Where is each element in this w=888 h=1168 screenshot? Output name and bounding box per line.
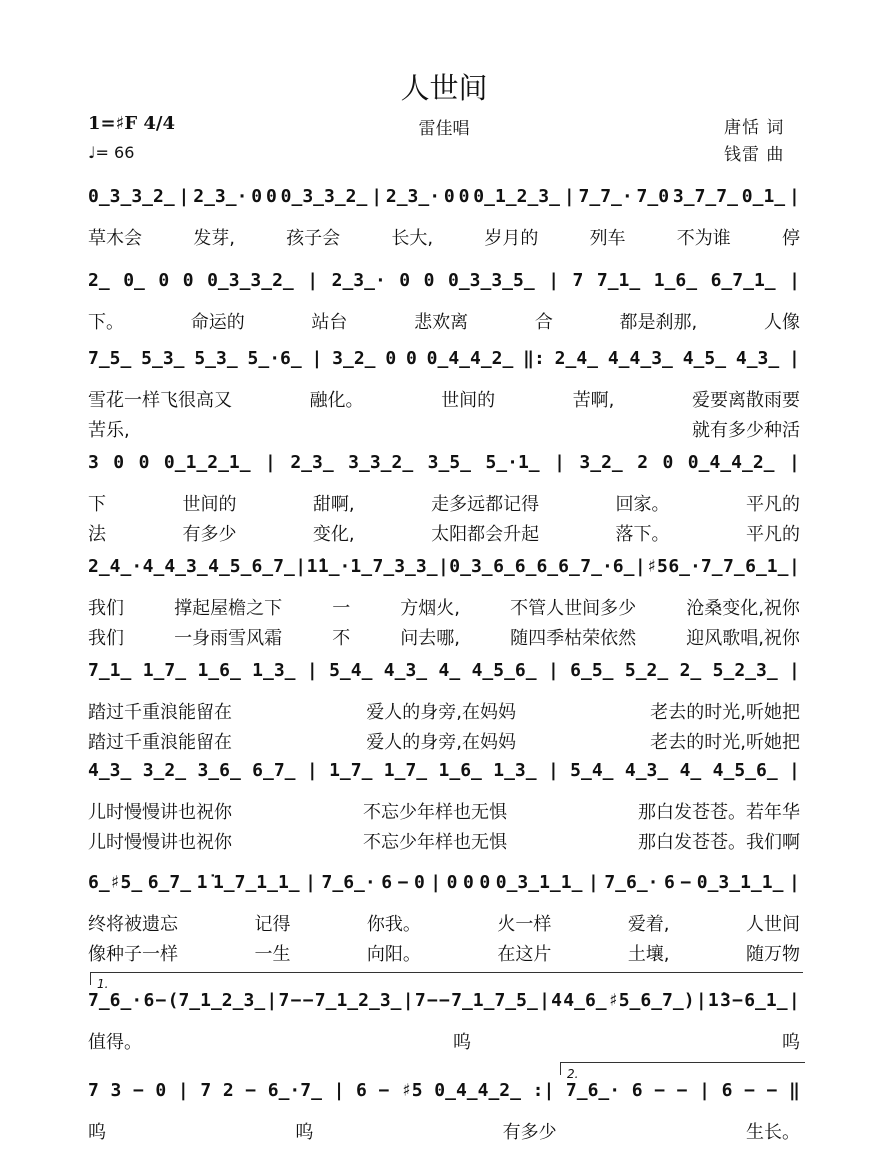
lyric-word: 下。 [88, 312, 124, 333]
note: − [397, 872, 409, 893]
barline: | [788, 990, 800, 1011]
note: 2̲3̲· [385, 186, 441, 207]
barline: | [547, 660, 559, 681]
note: 3̲2̲ [142, 760, 187, 781]
barline: | [699, 1080, 710, 1101]
lyric-word: 那白发苍苍。若年华 [638, 802, 800, 823]
note: 5̲3̲ [194, 348, 238, 369]
lyric-word: 呜 [782, 1032, 800, 1053]
lyric-line [88, 798, 800, 824]
barline: | [307, 270, 319, 291]
barline: | [587, 872, 599, 893]
lyric-word: 撑起屋檐之下 [174, 598, 283, 619]
note: 4̲4̲3̲ [142, 556, 208, 577]
lyric-word: 爱人的身旁,在妈妈 [366, 732, 516, 753]
lyric-word: 像种子一样 [88, 944, 178, 965]
note: 0 [423, 270, 435, 291]
notation-line [88, 452, 800, 473]
lyric-word: 呜 [88, 1122, 106, 1143]
note: 5̲3̲ [141, 348, 185, 369]
lyric-word: 苦乐, [88, 420, 130, 441]
note: 0̲4̲4̲2̲ [434, 1080, 521, 1101]
lyric-word: 世间的 [182, 494, 237, 515]
lyric-line [88, 594, 800, 620]
barline: | [695, 990, 707, 1011]
note: 4̲ [438, 660, 461, 681]
lyric-word: 不为谁 [676, 228, 731, 249]
lyric-word: 列车 [589, 228, 626, 249]
note: 0̲3̲ [449, 556, 493, 577]
note: 6̲·7̲ [267, 1080, 322, 1101]
lyric-word: 平凡的 [746, 494, 800, 515]
composer-credit: 钱雷 曲 [724, 145, 785, 165]
lyric-word: 变化, [312, 524, 355, 545]
note: 7̲6̲· [88, 990, 143, 1011]
lyric-word: 回家。 [615, 494, 670, 515]
note: 3 [720, 990, 731, 1011]
barline: | [371, 186, 383, 207]
lyric-word: 儿时慢慢讲也祝你 [88, 802, 232, 823]
barline: | [438, 556, 449, 577]
lyric-word: 停 [782, 228, 800, 249]
note: 6 [721, 1080, 733, 1101]
volta-bracket [90, 972, 803, 991]
note: 6̲7̲ [252, 760, 296, 781]
lyric-word: 人世间 [746, 914, 800, 935]
note: 0̲3̲1̲1̲ [696, 872, 784, 893]
lyric-word: 爱着, [627, 914, 670, 935]
lyric-word: 平凡的 [746, 524, 800, 545]
lyric-word: 随万物 [746, 944, 800, 965]
lyric-word: 一生 [254, 944, 291, 965]
lyric-word: 爱要离散雨要 [691, 390, 800, 411]
song-title: 人世间 [400, 71, 488, 105]
lyric-word: 那白发苍苍。我们啊 [638, 832, 800, 853]
lyric-word: 苦啊, [572, 390, 615, 411]
lyric-word: 向阳。 [366, 944, 421, 965]
lyric-line [88, 828, 800, 854]
note: 7̲0 [636, 186, 670, 207]
note: 0 [443, 186, 455, 207]
note: 1̲3̲ [252, 660, 296, 681]
lyric-word: 爱人的身旁,在妈妈 [366, 702, 516, 723]
lyric-line [88, 520, 800, 546]
note: 0̲3̲3̲2̲ [88, 186, 175, 207]
note: 7̲6̲· [565, 1080, 621, 1101]
tempo-marking: ♩= 66 [88, 143, 135, 162]
note: 6̲1̲ [745, 556, 789, 577]
note: − [766, 1080, 778, 1101]
notation-line [88, 270, 800, 291]
lyric-word: 甜啊, [312, 494, 355, 515]
note: 7̲1̲ [596, 270, 641, 291]
lyric-word: 生长。 [745, 1122, 800, 1143]
note: 1̲7̲ [142, 660, 187, 681]
note: 0̲3̲3̲2̲ [207, 270, 294, 291]
note: 3̲2̲ [579, 452, 623, 473]
lyric-word: 老去的时光,听她把 [650, 732, 800, 753]
barline: | [789, 348, 800, 369]
note: − [439, 990, 450, 1011]
note: 5̲·1̲ [485, 452, 540, 473]
lyric-word: 都是刹那, [619, 312, 698, 333]
barline: | [305, 872, 316, 893]
note: 3̲2̲ [332, 348, 376, 369]
note: − [378, 1080, 390, 1101]
barline: | [333, 1080, 345, 1101]
note: 7̲6̲· [604, 872, 659, 893]
note: 6̲♯5̲ [88, 872, 143, 893]
note: 0 [113, 452, 125, 473]
note: 0 [399, 270, 411, 291]
note: 6̲5̲ [570, 660, 614, 681]
barline: | [266, 990, 278, 1011]
note: 0 [182, 270, 194, 291]
note: 2̲3̲ [290, 452, 334, 473]
note: 2̲4̲ [554, 348, 599, 369]
note: 7̲5̲ [88, 348, 132, 369]
lyric-word: 不忘少年样也无惧 [363, 802, 507, 823]
note: 3 [110, 1080, 122, 1101]
note: 1̲7̲1̲1̲ [212, 872, 300, 893]
barline: | [789, 270, 800, 291]
lyric-word: 合 [534, 312, 553, 333]
barline: | [178, 186, 190, 207]
note: 1̲3̲ [493, 760, 537, 781]
note: 5̲2̲3̲ [712, 660, 778, 681]
barline: | [306, 760, 318, 781]
barline: | [788, 186, 800, 207]
note: 0 [155, 1080, 167, 1101]
lyric-word: 一身雨雪风霜 [174, 628, 283, 649]
lyric-word: 呜 [453, 1032, 471, 1053]
notation-line [88, 660, 800, 681]
lyric-word: 孩子会 [286, 228, 341, 249]
note: 0 [385, 348, 397, 369]
lyric-word: 火一样 [497, 914, 552, 935]
volta-label: 1. [97, 977, 109, 991]
lyric-word: 发芽, [193, 228, 235, 249]
lyric-word: 我们 [88, 598, 124, 619]
lyric-word: 世间的 [441, 390, 496, 411]
note: 4̲5̲ [682, 348, 727, 369]
barline: | [265, 452, 276, 473]
barline: :| [532, 1080, 555, 1101]
note: 6̲1̲ [744, 990, 788, 1011]
lyric-word: 沧桑变化,祝你 [686, 598, 800, 619]
note: 4̲6̲ [563, 990, 607, 1011]
note: 0 [662, 452, 674, 473]
lyric-word: 人像 [763, 312, 800, 333]
lyric-line [88, 910, 800, 936]
note: 0̲4̲4̲2̲ [426, 348, 514, 369]
note: 0 [158, 270, 170, 291]
note: 7̲3̲3̲ [372, 556, 438, 577]
note: 4̲3̲ [735, 348, 780, 369]
note: 0̲3̲3̲2̲ [280, 186, 368, 207]
note: 1̲7̲ [329, 760, 373, 781]
lyric-word: 走多远都记得 [431, 494, 540, 515]
lyric-line [88, 624, 800, 650]
note: 5̲·6̲ [247, 348, 302, 369]
note: 4̲5̲6̲ [712, 760, 778, 781]
note: 5̲4̲ [329, 660, 373, 681]
note: − [290, 990, 302, 1011]
note: 5̲4̲ [570, 760, 614, 781]
note: 3̲7̲7̲ [672, 186, 738, 207]
note: 4̲3̲ [624, 760, 669, 781]
note: 6 [143, 990, 155, 1011]
note: 0 [479, 872, 491, 893]
lyric-word: 有多少 [502, 1122, 557, 1143]
lyric-word: 踏过千重浪能留在 [88, 732, 232, 753]
note: − [676, 1080, 688, 1101]
note: ♯5 [646, 556, 668, 577]
barline: | [548, 270, 560, 291]
lyric-line [88, 490, 800, 516]
note: 2 [637, 452, 649, 473]
barline: | [430, 872, 442, 893]
barline: | [547, 760, 559, 781]
note: 2̲3̲· [331, 270, 386, 291]
note: 0 [463, 872, 474, 893]
lyric-word: 你我。 [366, 914, 421, 935]
note: 6 [356, 1080, 367, 1101]
lyric-word: 在这片 [497, 944, 552, 965]
note: 2̲4̲· [88, 556, 143, 577]
lyric-word: 值得。 [88, 1032, 142, 1053]
barline: | [311, 348, 323, 369]
notation-line [88, 990, 800, 1011]
note: 4̲ [679, 760, 702, 781]
lyric-line [88, 386, 800, 412]
note: 0̲4̲4̲2̲ [687, 452, 775, 473]
note: 1̲6̲ [438, 760, 482, 781]
note: ♯5 [400, 1080, 423, 1101]
lyric-word: 长大, [391, 228, 434, 249]
note: 0 [265, 186, 277, 207]
note: 6̲6̲6̲6̲ [493, 556, 580, 577]
lyric-line [88, 308, 800, 334]
note: 0 [138, 452, 150, 473]
note: − [680, 872, 692, 893]
note: 0 [251, 186, 263, 207]
lyric-line [88, 1118, 800, 1144]
barline: | [539, 990, 550, 1011]
lyric-word: 站台 [311, 312, 348, 333]
barline: ‖: [523, 348, 545, 369]
note: 2̲ [88, 270, 110, 291]
lyric-word: 雪花一样飞很高又 [88, 390, 232, 411]
volta-bracket [560, 1062, 805, 1081]
note: 1̲6̲ [653, 270, 698, 291]
barline: | [789, 660, 800, 681]
note: 0̲1̲2̲1̲ [163, 452, 251, 473]
lyric-word: 土壤, [627, 944, 670, 965]
lyric-word: 太阳都会升起 [431, 524, 540, 545]
note: ♯5̲6̲7̲) [607, 990, 695, 1011]
note: 1̲·1̲ [317, 556, 373, 577]
note: 7̲1̲2̲3̲ [314, 990, 402, 1011]
note: 7 [278, 990, 290, 1011]
note: 4̲5̲6̲7̲ [208, 556, 295, 577]
note: 1̲6̲ [197, 660, 241, 681]
lyric-word: 随四季枯荣依然 [510, 628, 637, 649]
note: 3 [88, 452, 99, 473]
note: 0̲ [123, 270, 145, 291]
note: (7̲1̲2̲3̲ [167, 990, 266, 1011]
note: 7̲·6̲ [580, 556, 635, 577]
lyric-word: 儿时慢慢讲也祝你 [88, 832, 232, 853]
note: − [155, 990, 167, 1011]
barline: | [634, 556, 646, 577]
note: 2 [222, 1080, 234, 1101]
lyric-word: 踏过千重浪能留在 [88, 702, 232, 723]
note: 6 [664, 872, 675, 893]
lyric-word: 有多少 [182, 524, 237, 545]
note: 6̲7̲1̲ [710, 270, 776, 291]
note: 7 [572, 270, 584, 291]
note: 3̲3̲2̲ [348, 452, 414, 473]
lyric-line [88, 940, 800, 966]
note: 0 [446, 872, 458, 893]
note: 2̲3̲· [193, 186, 248, 207]
lyric-line [88, 224, 800, 250]
barline: | [402, 990, 414, 1011]
lyric-line [88, 728, 800, 754]
lyric-word: 法 [88, 524, 106, 545]
barline: ‖ [789, 1080, 800, 1101]
lyric-word: 不忘少年样也无惧 [363, 832, 507, 853]
note: 7̲1̲ [88, 660, 132, 681]
barline: | [177, 1080, 189, 1101]
notation-line [88, 872, 800, 893]
barline: | [789, 760, 800, 781]
lyric-word: 落下。 [615, 524, 670, 545]
note: 7 [200, 1080, 212, 1101]
lyric-word: 迎风歌唱,祝你 [686, 628, 800, 649]
notation-line [88, 760, 800, 781]
note: 7̲1̲7̲5̲ [451, 990, 538, 1011]
note: 6 [381, 872, 393, 893]
barline: | [788, 452, 800, 473]
lyric-word: 记得 [254, 914, 291, 935]
note: − [744, 1080, 755, 1101]
note: 4̲4̲3̲ [607, 348, 673, 369]
note: 4̲3̲ [88, 760, 132, 781]
lyric-word: 呜 [295, 1122, 314, 1143]
note: 0 [458, 186, 470, 207]
note: 7 [88, 1080, 99, 1101]
lyric-word: 岁月的 [484, 228, 539, 249]
note: 5̲2̲ [624, 660, 669, 681]
lyric-line [88, 416, 800, 442]
note: 6̲7̲ [147, 872, 192, 893]
barline: | [788, 556, 800, 577]
note: 7̲6̲· [321, 872, 376, 893]
lyric-line [88, 1028, 800, 1054]
barline: | [306, 660, 318, 681]
note: − [245, 1080, 257, 1101]
note: − [132, 1080, 144, 1101]
note: 7̲7̲· [578, 186, 633, 207]
notation-line [88, 556, 800, 577]
note: 0̲3̲3̲5̲ [447, 270, 535, 291]
notation-line [88, 348, 800, 369]
barline: | [788, 872, 800, 893]
lyric-word: 草木会 [88, 228, 142, 249]
note: 7 [414, 990, 426, 1011]
note: 7̲ [722, 556, 745, 577]
note: 2̲ [679, 660, 702, 681]
lyric-word: 不 [332, 628, 351, 649]
notation-line [88, 1080, 800, 1101]
barline: | [295, 556, 307, 577]
note: 1̇ [707, 990, 719, 1011]
note: − [302, 990, 314, 1011]
lyric-word: 我们 [88, 628, 124, 649]
note: 0 [406, 348, 417, 369]
lyric-word: 老去的时光,听她把 [650, 702, 800, 723]
note: 6 [631, 1080, 643, 1101]
note: 4̲5̲6̲ [471, 660, 537, 681]
singer-credit: 雷佳唱 [418, 119, 470, 139]
lyric-word: 融化。 [309, 390, 364, 411]
note: 0̲3̲1̲1̲ [495, 872, 583, 893]
note: 0̲1̲ [741, 186, 786, 207]
barline: | [563, 186, 575, 207]
note: 1̲7̲ [383, 760, 428, 781]
note: 0 [413, 872, 425, 893]
lyric-word: 问去哪, [400, 628, 461, 649]
note: − [732, 990, 743, 1011]
note: 0̲1̲2̲3̲ [473, 186, 560, 207]
lyric-word: 终将被遗忘 [88, 914, 178, 935]
lyric-word: 下 [88, 494, 106, 515]
lyric-line [88, 698, 800, 724]
barline: | [554, 452, 565, 473]
note: − [654, 1080, 666, 1101]
note: 3̲5̲ [427, 452, 471, 473]
note: 6̲·7̲ [668, 556, 723, 577]
note: 1̇ [196, 872, 208, 893]
note: 4̲3̲ [383, 660, 428, 681]
lyric-word: 方烟火, [400, 598, 461, 619]
lyric-word: 就有多少种活 [692, 420, 800, 441]
note: 3̲6̲ [197, 760, 241, 781]
note: 1̇ [306, 556, 318, 577]
lyric-word: 悲欢离 [414, 312, 469, 333]
note: − [426, 990, 438, 1011]
note: 4 [551, 990, 563, 1011]
notation-line [88, 186, 800, 207]
lyric-word: 一 [332, 598, 351, 619]
lyric-word: 命运的 [190, 312, 245, 333]
lyric-word: 不管人世间多少 [510, 598, 637, 619]
lyricist-credit: 唐恬 词 [724, 118, 785, 138]
volta-label: 2. [567, 1067, 579, 1081]
key-signature: 1=♯F 4/4 [88, 113, 175, 134]
